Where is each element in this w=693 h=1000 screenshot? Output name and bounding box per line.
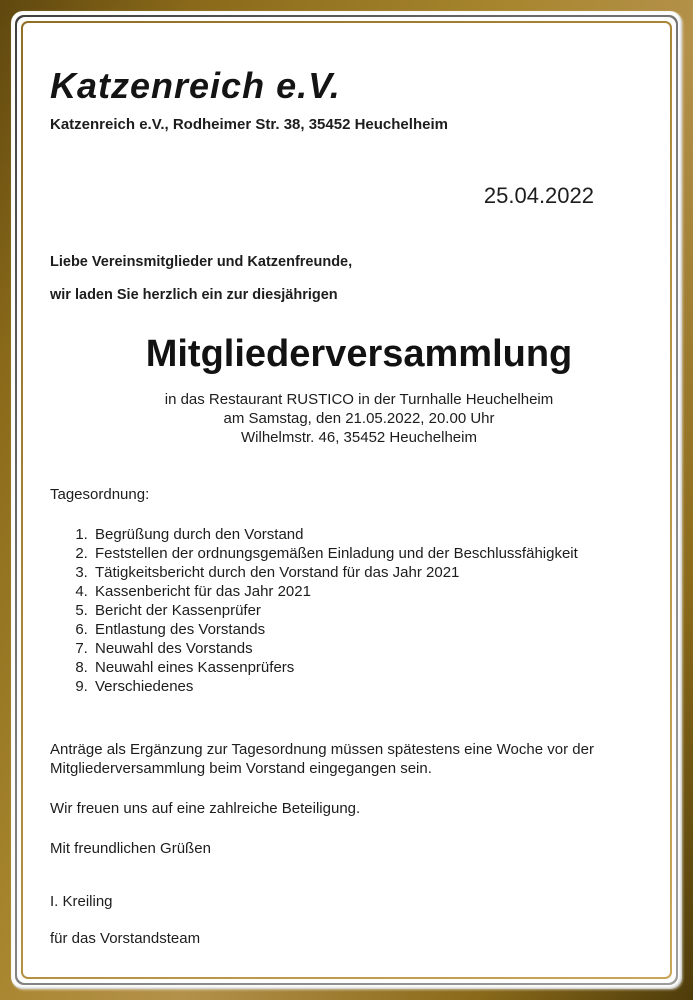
agenda-item-5: 5. Bericht der Kassenprüfer [92, 601, 668, 620]
agenda-item-8: 8. Neuwahl eines Kassenprüfers [92, 658, 668, 677]
closing-role: für das Vorstandsteam [50, 930, 201, 947]
document-date: 25.04.2022 [483, 183, 594, 208]
agenda-heading: Tagesordnung: [50, 486, 150, 503]
frame-gold-line [21, 21, 672, 979]
frame-white-band-inner [17, 17, 676, 983]
greeting-line-1: Liebe Vereinsmitglieder und Katzenfreunde, [50, 254, 353, 270]
closing-salutation: Mit freundlichen Grüßen [50, 840, 211, 857]
greeting-line-2: wir laden Sie herzlich ein zur diesjährigen [50, 287, 338, 303]
agenda-list [50, 525, 668, 696]
agenda-item-1: 1. Begrüßung durch den Vorstand [92, 525, 668, 544]
venue-line-street: Wilhelmstr. 46, 35452 Heuchelheim [241, 429, 477, 446]
frame-gray-line [15, 15, 678, 985]
venue-line-datetime: am Samstag, den 21.05.2022, 20.00 Uhr [223, 410, 495, 427]
letter-paper [23, 23, 670, 977]
agenda-item-9: 9. Verschiedenes [92, 677, 668, 696]
meeting-title: Mitgliederversammlung [145, 333, 573, 375]
agenda-item-6: 6. Entlastung des Vorstands [92, 620, 668, 639]
agenda-item-7: 7. Neuwahl des Vorstands [92, 639, 668, 658]
participation-paragraph: Wir freuen uns auf eine zahlreiche Beteiligung. [50, 800, 361, 817]
venue-block [50, 390, 668, 447]
venue-line-restaurant: in das Restaurant RUSTICO in der Turnhalle Heuchelheim [164, 391, 554, 408]
agenda-item-2: 2. Feststellen der ordnungsgemäßen Einladung und der Beschlussfähigkeit [92, 544, 668, 563]
letter-content [23, 65, 670, 977]
letterhead-address: Katzenreich e.V., Rodheimer Str. 38, 35452 Heuchelheim [50, 116, 448, 133]
frame-white-band-outer [11, 11, 682, 989]
motions-deadline-paragraph: Anträge als Ergänzung zur Tagesordnung müssen spätestens eine Woche vor der Mitgliederversammlung beim Vorstand eingegangen sein. [50, 741, 594, 777]
agenda-item-3: 3. Tätigkeitsbericht durch den Vorstand für das Jahr 2021 [92, 563, 668, 582]
club-name-heading: Katzenreich e.V. [50, 65, 341, 106]
agenda-item-4: 4. Kassenbericht für das Jahr 2021 [92, 582, 668, 601]
closing-signature: I. Kreiling [50, 893, 113, 910]
